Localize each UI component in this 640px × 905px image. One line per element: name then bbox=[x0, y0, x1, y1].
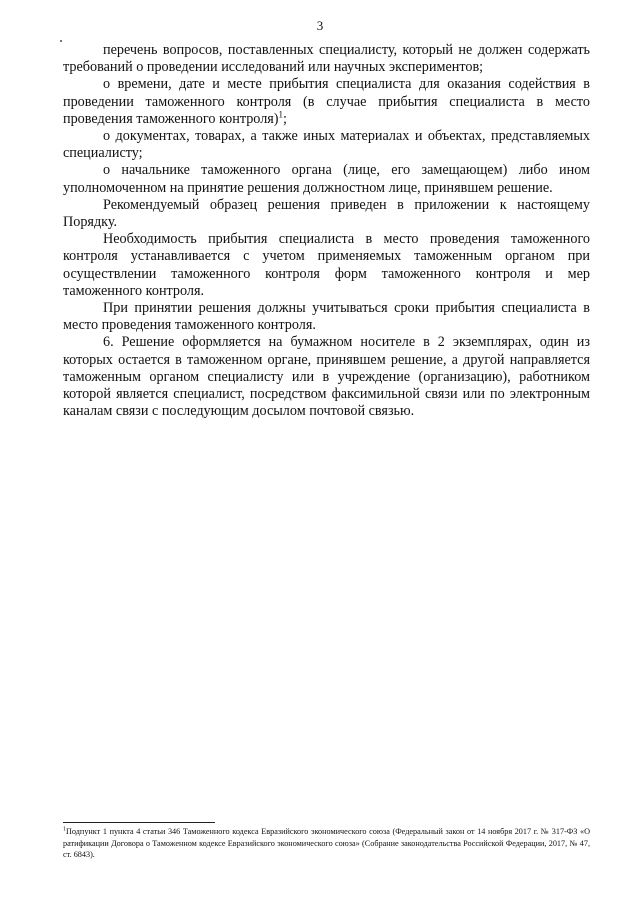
paragraph-documents bbox=[63, 128, 590, 162]
paragraph-text: При принятии решения должны учитываться сроки прибытия специалиста в место проведения таможенного контроля. bbox=[63, 300, 590, 334]
paragraph-text: о времени, дате и месте прибытия специалиста для оказания содействия в проведении таможенного контроля (в случае прибытия специалиста в место проведения таможенного контроля) bbox=[63, 76, 590, 127]
footnote bbox=[63, 826, 590, 861]
page-number: 3 bbox=[316, 18, 324, 33]
paragraph-questions-list bbox=[63, 42, 590, 76]
footnote-text: Подпункт 1 пункта 4 статьи 346 Таможенного кодекса Евразийского экономического союза (Федеральный закон от 14 ноября 2017 г. № 317-ФЗ «О ратификации Договора о Таможенном кодексе Евразийского экономического союза» (Собрание законодательства Российской Федерации, 2017, № 47, ст. 6843). bbox=[63, 827, 590, 860]
paragraph-decision-format bbox=[63, 334, 590, 420]
paragraph-text: Рекомендуемый образец решения приведен в приложении к настоящему Порядку. bbox=[63, 196, 590, 231]
footnote-separator bbox=[63, 822, 215, 823]
paragraph-text: о документах, товарах, а также иных материалах и объектах, представляемых специалисту; bbox=[63, 128, 590, 162]
paragraph-tail: ; bbox=[283, 110, 287, 127]
paragraph-sample-decision bbox=[63, 197, 590, 231]
paragraph-text: Необходимость прибытия специалиста в место проведения таможенного контроля устанавливается с учетом применяемых таможенным органом при осуществлении таможенного контроля форм таможенного контроля и мер таможенного контроля. bbox=[63, 231, 590, 299]
footnote-reference: 1 bbox=[278, 109, 284, 120]
paragraph-text: перечень вопросов, поставленных специалисту, который не должен содержать требований о проведении исследований или научных экспериментов; bbox=[63, 42, 590, 76]
document-body bbox=[63, 42, 590, 420]
paragraph-head-of-authority bbox=[63, 162, 590, 196]
footnote-marker: 1 bbox=[63, 826, 66, 833]
paragraph-text: 6. Решение оформляется на бумажном носителе в 2 экземплярах, один из которых остается в таможенном органе, принявшем решение, а другой направляется таможенным органом специалисту или в учреждение (организацию), работником которой является специалист, посредством факсимильной связи или по электронным каналам связи с последующим досылом почтовой связью. bbox=[63, 334, 590, 420]
paragraph-deadlines bbox=[63, 300, 590, 334]
paragraph-necessity bbox=[63, 231, 590, 300]
paragraph-arrival-time bbox=[63, 76, 590, 128]
scan-speck bbox=[60, 40, 62, 42]
paragraph-text: о начальнике таможенного органа (лице, его замещающем) либо ином уполномоченном на принятие решения должностном лице, принявшем решение. bbox=[63, 162, 590, 196]
